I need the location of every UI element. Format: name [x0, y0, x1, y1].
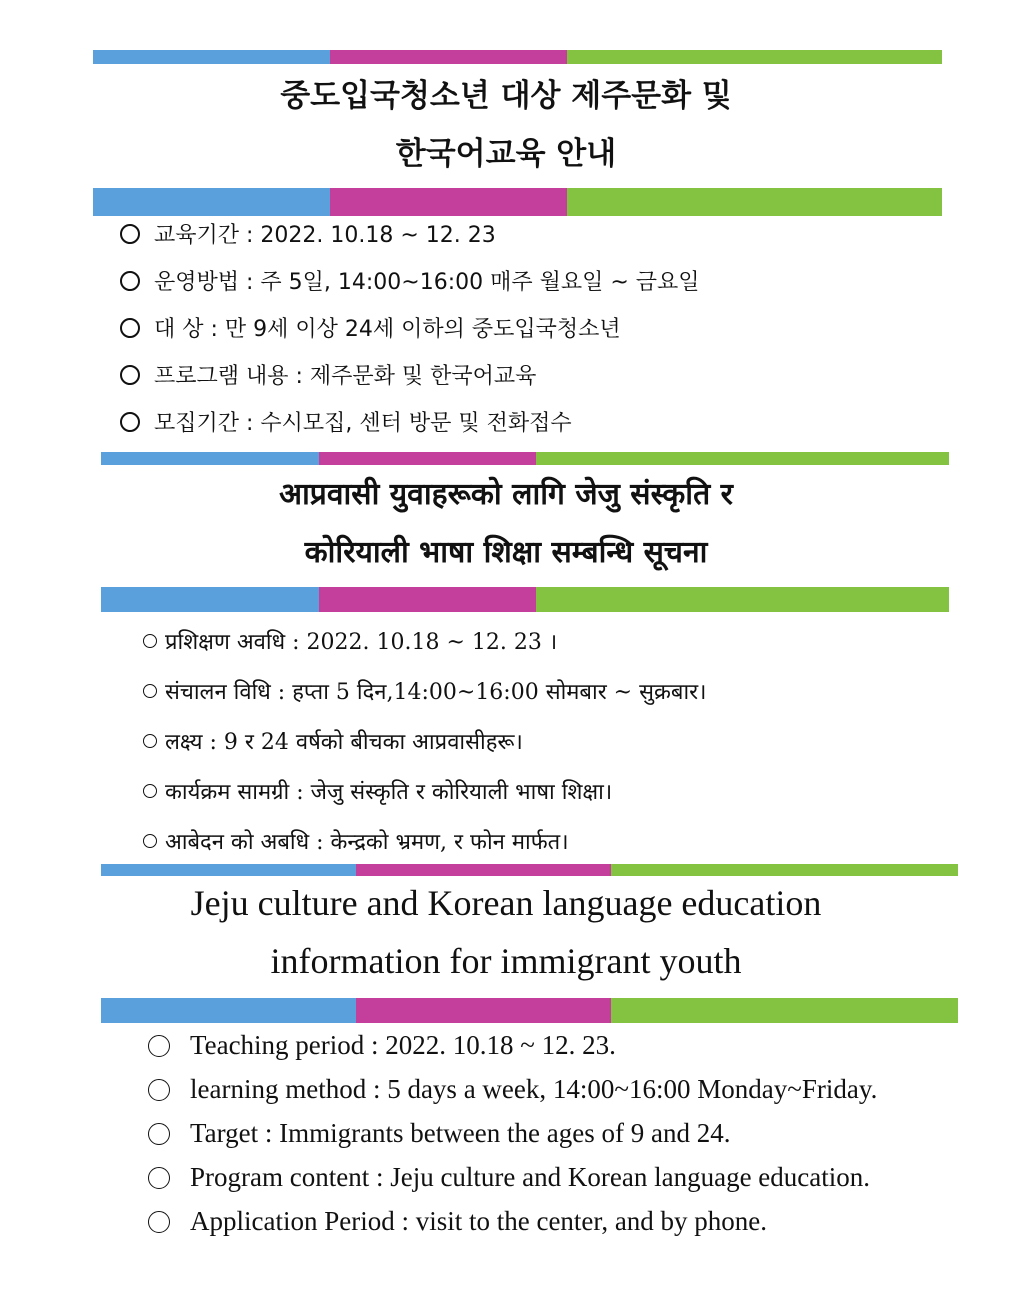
circle-bullet-icon: [148, 1167, 170, 1189]
nepali-item: [143, 776, 612, 806]
korean-title-line2: 한국어교육 안내: [395, 136, 617, 172]
nepali-item-text: प्रशिक्षण अवधि : 2022. 10.18 ~ 12. 23 ।: [165, 630, 558, 655]
korean-item-text: 교육기간 : 2022. 10.18 ~ 12. 23: [154, 223, 496, 248]
english-item: [148, 1118, 730, 1149]
english-item: [148, 1162, 870, 1193]
korean-item-text: 프로그램 내용 : 제주문화 및 한국어교육: [154, 364, 537, 389]
color-bar-english-bottom: [101, 998, 958, 1023]
circle-bullet-icon: [120, 412, 140, 432]
english-item-text: learning method : 5 days a week, 14:00~16:00 Monday~Friday.: [190, 1074, 878, 1104]
english-title-line2: information for immigrant youth: [270, 941, 742, 981]
english-item-text: Target : Immigrants between the ages of 9 and 24.: [190, 1118, 731, 1148]
circle-bullet-icon: [120, 365, 140, 385]
circle-bullet-icon: [143, 784, 157, 798]
nepali-item: [143, 826, 569, 856]
circle-bullet-icon: [143, 684, 157, 698]
circle-bullet-icon: [143, 634, 157, 648]
english-item: [148, 1074, 877, 1105]
circle-bullet-icon: [148, 1035, 170, 1057]
nepali-title-line1: आप्रवासी युवाहरूको लागि जेजु संस्कृति र: [279, 477, 733, 512]
color-bar-korean-bottom: [93, 188, 942, 216]
nepali-item-text: कार्यक्रम सामग्री : जेजु संस्कृति र कोरियाली भाषा शिक्षा।: [165, 780, 613, 805]
korean-item: [120, 312, 621, 343]
circle-bullet-icon: [148, 1211, 170, 1233]
korean-item: [120, 265, 700, 296]
circle-bullet-icon: [148, 1079, 170, 1101]
korean-item: [120, 359, 536, 390]
english-item: [148, 1206, 767, 1237]
english-item-text: Program content : Jeju culture and Korean language education.: [190, 1162, 871, 1192]
nepali-item-text: आबेदन को अबधि : केन्द्रको भ्रमण, र फोन मार्फत।: [165, 830, 569, 855]
korean-item: [120, 406, 572, 437]
circle-bullet-icon: [120, 318, 140, 338]
color-bar-top-thin: [93, 50, 942, 64]
korean-item: [120, 218, 496, 249]
korean-item-text: 운영방법 : 주 5일, 14:00~16:00 매주 월요일 ~ 금요일: [154, 270, 700, 295]
nepali-item: [143, 726, 523, 756]
english-item: [148, 1030, 616, 1061]
color-bar-nepali-top: [101, 452, 949, 465]
english-item-text: Application Period : visit to the center, and by phone.: [190, 1206, 768, 1236]
circle-bullet-icon: [120, 271, 140, 291]
color-bar-english-top: [101, 864, 958, 876]
english-title-line1: Jeju culture and Korean language education: [190, 883, 822, 923]
circle-bullet-icon: [148, 1123, 170, 1145]
nepali-item: [143, 676, 706, 706]
nepali-item-text: संचालन विधि : हप्ता 5 दिन,14:00~16:00 सोमबार ~ सुक्रबार।: [165, 680, 707, 705]
color-bar-nepali-bottom: [101, 587, 949, 612]
nepali-title-line2: कोरियाली भाषा शिक्षा सम्बन्धि सूचना: [304, 535, 708, 570]
english-item-text: Teaching period : 2022. 10.18 ~ 12. 23.: [190, 1030, 616, 1060]
korean-title-line1: 중도입국청소년 대상 제주문화 및: [280, 78, 732, 114]
circle-bullet-icon: [143, 734, 157, 748]
korean-item-text: 모집기간 : 수시모집, 센터 방문 및 전화접수: [154, 411, 572, 436]
nepali-item: [143, 626, 557, 656]
nepali-item-text: लक्ष्य : 9 र 24 वर्षको बीचका आप्रवासीहरू।: [165, 730, 523, 755]
korean-item-text: 대 상 : 만 9세 이상 24세 이하의 중도입국청소년: [154, 317, 621, 342]
circle-bullet-icon: [120, 224, 140, 244]
circle-bullet-icon: [143, 834, 157, 848]
